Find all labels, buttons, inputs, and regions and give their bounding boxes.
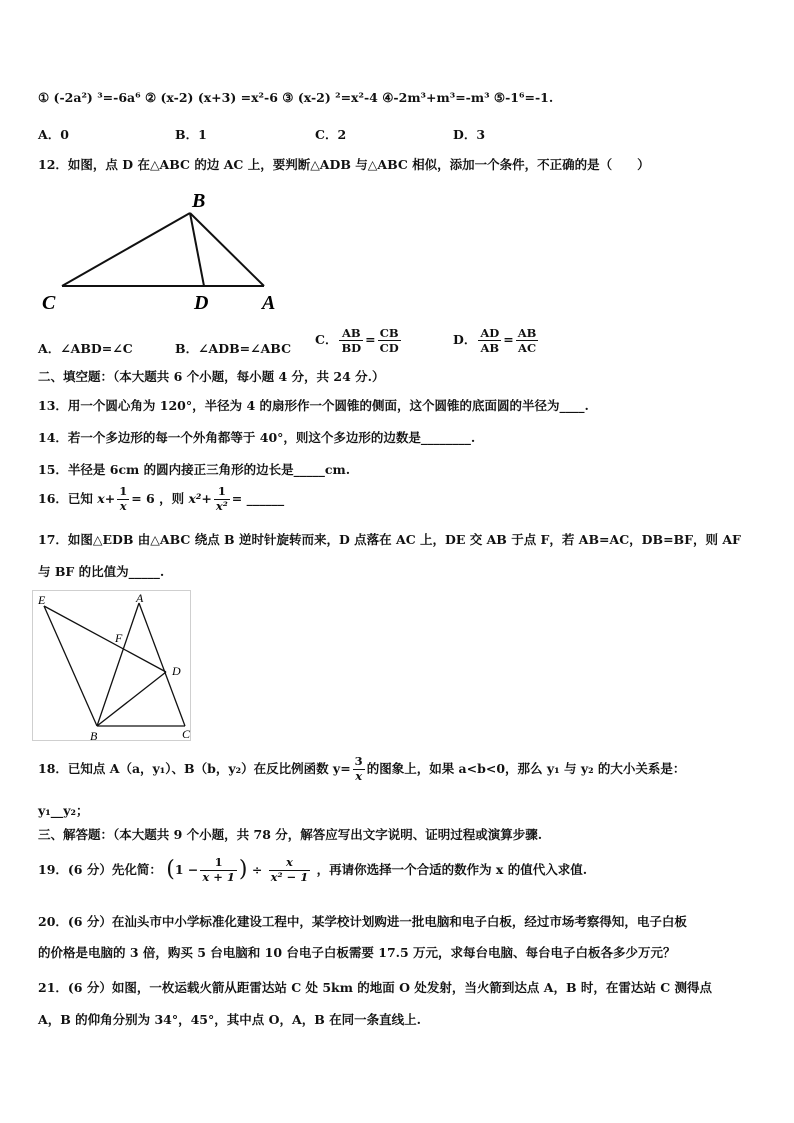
q18-line-2: y₁__y₂； <box>38 803 89 818</box>
fraction: $\frac{AB}{AC}$ <box>517 326 537 355</box>
fraction: $\frac{1}{\text{x²}}$ <box>215 484 228 513</box>
fraction: $\frac{x}{\text{x² − 1}}$ <box>270 855 309 884</box>
q12-option-d: D． $\frac{AD}{AB}$ = $\frac{AB}{AC}$ <box>453 326 537 355</box>
q21-line-1: 21．(6 分）如图，一枚运载火箭从距雷达站 C 处 5km 的地面 O 处发射，当火箭到达点 A，B 时，在雷达站 C 测得点 <box>38 980 713 995</box>
q13-text: 13．用一个圆心角为 120°，半径为 4 的扇形作一个圆锥的侧面，这个圆锥的底面圆的半径为____. <box>38 398 589 413</box>
label-a: A <box>136 591 144 605</box>
fraction: $\frac{CB}{CD}$ <box>379 326 399 355</box>
q21-line-2: A，B 的仰角分别为 34°，45°，其中点 O，A，B 在同一条直线上. <box>38 1012 421 1027</box>
q12-option-c: C． $\frac{AB}{BD}$ = $\frac{CB}{CD}$ <box>315 326 399 355</box>
q11-option-c: C．2 <box>315 127 347 142</box>
label-b: B <box>192 190 206 212</box>
q11-option-a: A．0 <box>38 127 69 142</box>
label-a: A <box>262 292 276 314</box>
label-f: F <box>115 631 123 645</box>
q20-line-1: 20．(6 分）在汕头市中小学标准化建设工程中，某学校计划购进一批电脑和电子白板，经过市场考察得知，电子白板 <box>38 914 687 929</box>
q12-option-a: A．∠ABD=∠C <box>38 341 133 356</box>
fraction: $\frac{AB}{BD}$ <box>341 326 362 355</box>
q12-text: 12．如图，点 D 在△ABC 的边 AC 上，要判断△ADB 与△ABC 相似，添加一个条件，不正确的是（ ） <box>38 157 650 172</box>
q17-line-1: 17．如图△EDB 由△ABC 绕点 B 逆时针旋转而来，D 点落在 AC 上，DE 交 AB 于点 F，若 AB=AC，DB=BF，则 AF <box>38 532 741 547</box>
q11-items: ① (-2a²) ³=-6a⁶ ② (x-2) (x+3) =x²-6 ③ (x-2) ²=x²-4 ④-2m³+m³=-m³ ⑤-1⁶=-1. <box>38 90 554 105</box>
label-c: C <box>42 292 56 314</box>
section-2-heading: 二、填空题：（本大题共 6 个小题，每小题 4 分，共 24 分.） <box>38 369 385 384</box>
section-3-heading: 三、解答题：（本大题共 9 个小题，共 78 分，解答应写出文字说明、证明过程或演算步骤. <box>38 827 543 842</box>
label-d: D <box>194 292 209 314</box>
q12-option-b: B．∠ADB=∠ABC <box>175 341 292 356</box>
q12-triangle-figure <box>38 185 298 315</box>
fraction: $\frac{1}{x + 1}$ <box>202 855 235 884</box>
q16-text: 16．已知 x+ $\frac{1}{x}$ = 6 ，则 x²+ $\frac{1}{\text{x²}}$ = ______ <box>38 484 285 513</box>
q11-option-b: B．1 <box>175 127 207 142</box>
q18-text: 18．已知点 A（a，y₁）、B（b，y₂）在反比例函数 y= $\frac{3}{x}$ 的图象上，如果 a<b<0，那么 y₁ 与 y₂ 的大小关系是： <box>38 754 686 783</box>
fraction: $\frac{1}{x}$ <box>119 484 128 513</box>
q11-option-d: D．3 <box>453 127 486 142</box>
q17-line-2: 与 BF 的比值为_____. <box>38 564 165 579</box>
fraction: $\frac{AD}{AB}$ <box>480 326 500 355</box>
q14-text: 14．若一个多边形的每一个外角都等于 40°，则这个多边形的边数是________. <box>38 430 476 445</box>
label-d: D <box>172 664 181 678</box>
q19-text: 19．(6 分）先化简： (1 − $\frac{1}{x + 1}$ ) ÷ $\frac{x}{\text{x² − 1}}$ ，再请你选择一个合适的数作为 x 的值代入求值. <box>38 855 588 884</box>
q20-line-2: 的价格是电脑的 3 倍，购买 5 台电脑和 10 台电子白板需要 17.5 万元，求每台电脑、每台电子白板各多少万元？ <box>38 945 676 960</box>
q15-text: 15．半径是 6cm 的圆内接正三角形的边长是_____cm. <box>38 462 351 477</box>
label-b: B <box>90 729 98 743</box>
q17-rotation-figure <box>32 590 197 745</box>
fraction: $\frac{3}{x}$ <box>354 754 363 783</box>
label-c: C <box>182 727 191 741</box>
label-e: E <box>38 593 46 607</box>
